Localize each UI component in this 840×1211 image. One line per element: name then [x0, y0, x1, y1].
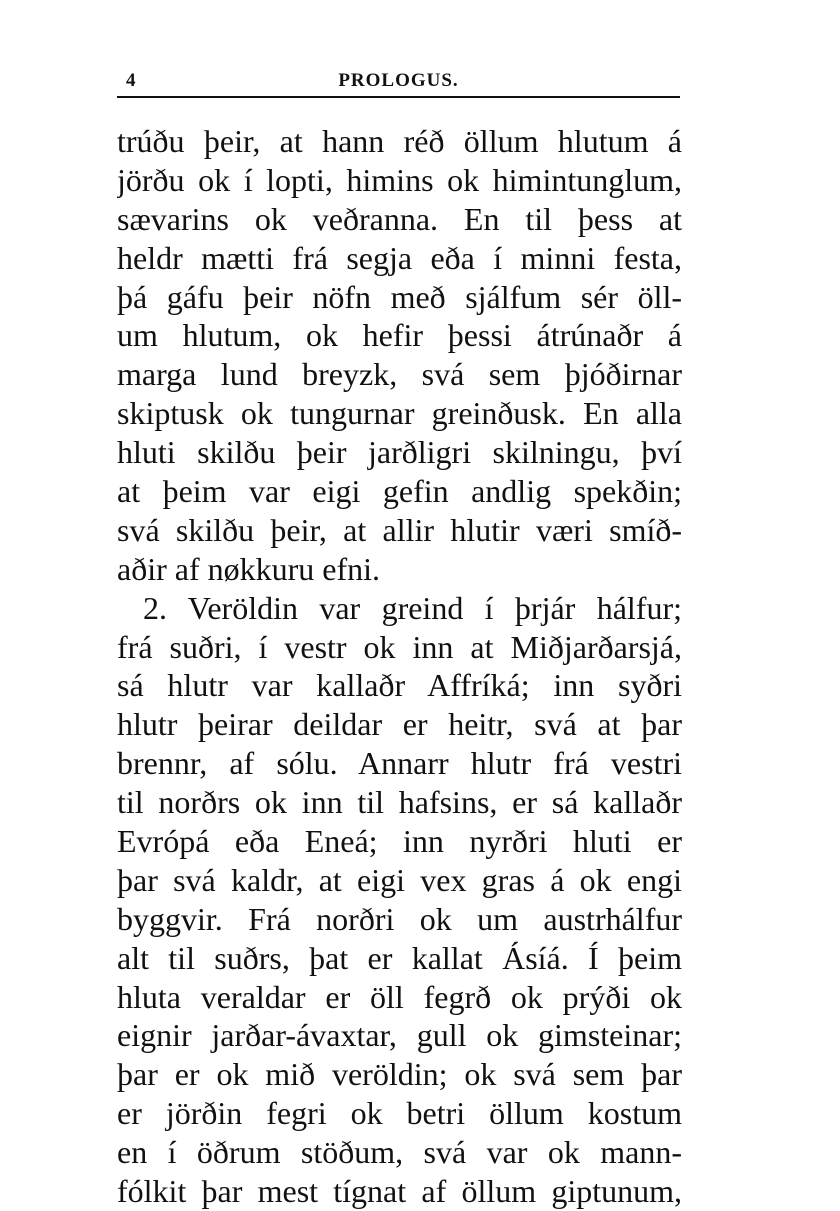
running-head — [117, 70, 680, 98]
text-line: þá gáfu þeir nöfn með sjálfum sér öll- — [117, 278, 682, 315]
text-line: þar svá kaldr, at eigi vex gras á ok engi — [117, 861, 682, 898]
page-number: 4 — [126, 70, 136, 91]
text-line: um hlutum, ok hefir þessi átrúnaðr á — [117, 317, 682, 354]
text-line: hluti skilðu þeir jarðligri skilningu, því — [117, 434, 682, 471]
text-line: svá skilðu þeir, at allir hlutir væri smíð- — [117, 511, 682, 548]
text-line: sævarins ok veðranna. En til þess at — [117, 200, 682, 237]
text-line: marga lund breyzk, svá sem þjóðirnar — [117, 356, 682, 393]
text-line: til norðrs ok inn til hafsins, er sá kallaðr — [117, 784, 682, 821]
text-line: brennr, af sólu. Annarr hlutr frá vestri — [117, 745, 682, 782]
text-line: alt til suðrs, þat er kallat Ásíá. Í þeim — [117, 939, 682, 976]
text-line: skiptusk ok tungurnar greinðusk. En alla — [117, 395, 682, 432]
text-line: at þeim var eigi gefin andlig spekðin; — [117, 473, 682, 510]
text-line: hluta veraldar er öll fegrð ok prýði ok — [117, 978, 682, 1015]
body-text — [117, 122, 682, 1211]
running-title: PROLOGUS. — [338, 70, 459, 91]
text-line: 2. Veröldin var greind í þrjár hálfur; — [143, 589, 682, 626]
text-line: Evrópá eða Eneá; inn nyrðri hluti er — [117, 823, 682, 860]
text-line: þar er ok mið veröldin; ok svá sem þar — [117, 1056, 682, 1093]
text-line: byggvir. Frá norðri ok um austrhálfur — [117, 900, 682, 937]
text-line: en í öðrum stöðum, svá var ok mann- — [117, 1134, 682, 1171]
text-line: heldr mætti frá segja eða í minni festa, — [117, 239, 682, 276]
text-line: hlutr þeirar deildar er heitr, svá at þar — [117, 706, 682, 743]
text-line: sá hlutr var kallaðr Affríká; inn syðri — [117, 667, 682, 704]
text-line: fólkit þar mest tígnat af öllum giptunum, — [117, 1173, 682, 1210]
text-line: eignir jarðar-ávaxtar, gull ok gimsteinar; — [117, 1017, 682, 1054]
text-line: trúðu þeir, at hann réð öllum hlutum á — [117, 123, 682, 159]
text-line: frá suðri, í vestr ok inn at Miðjarðarsjá, — [117, 628, 682, 665]
text-line: jörðu ok í lopti, himins ok himintunglum, — [117, 161, 682, 198]
text-line: er jörðin fegri ok betri öllum kostum — [117, 1095, 682, 1132]
text-line: aðir af nøkkuru efni. — [117, 550, 381, 587]
